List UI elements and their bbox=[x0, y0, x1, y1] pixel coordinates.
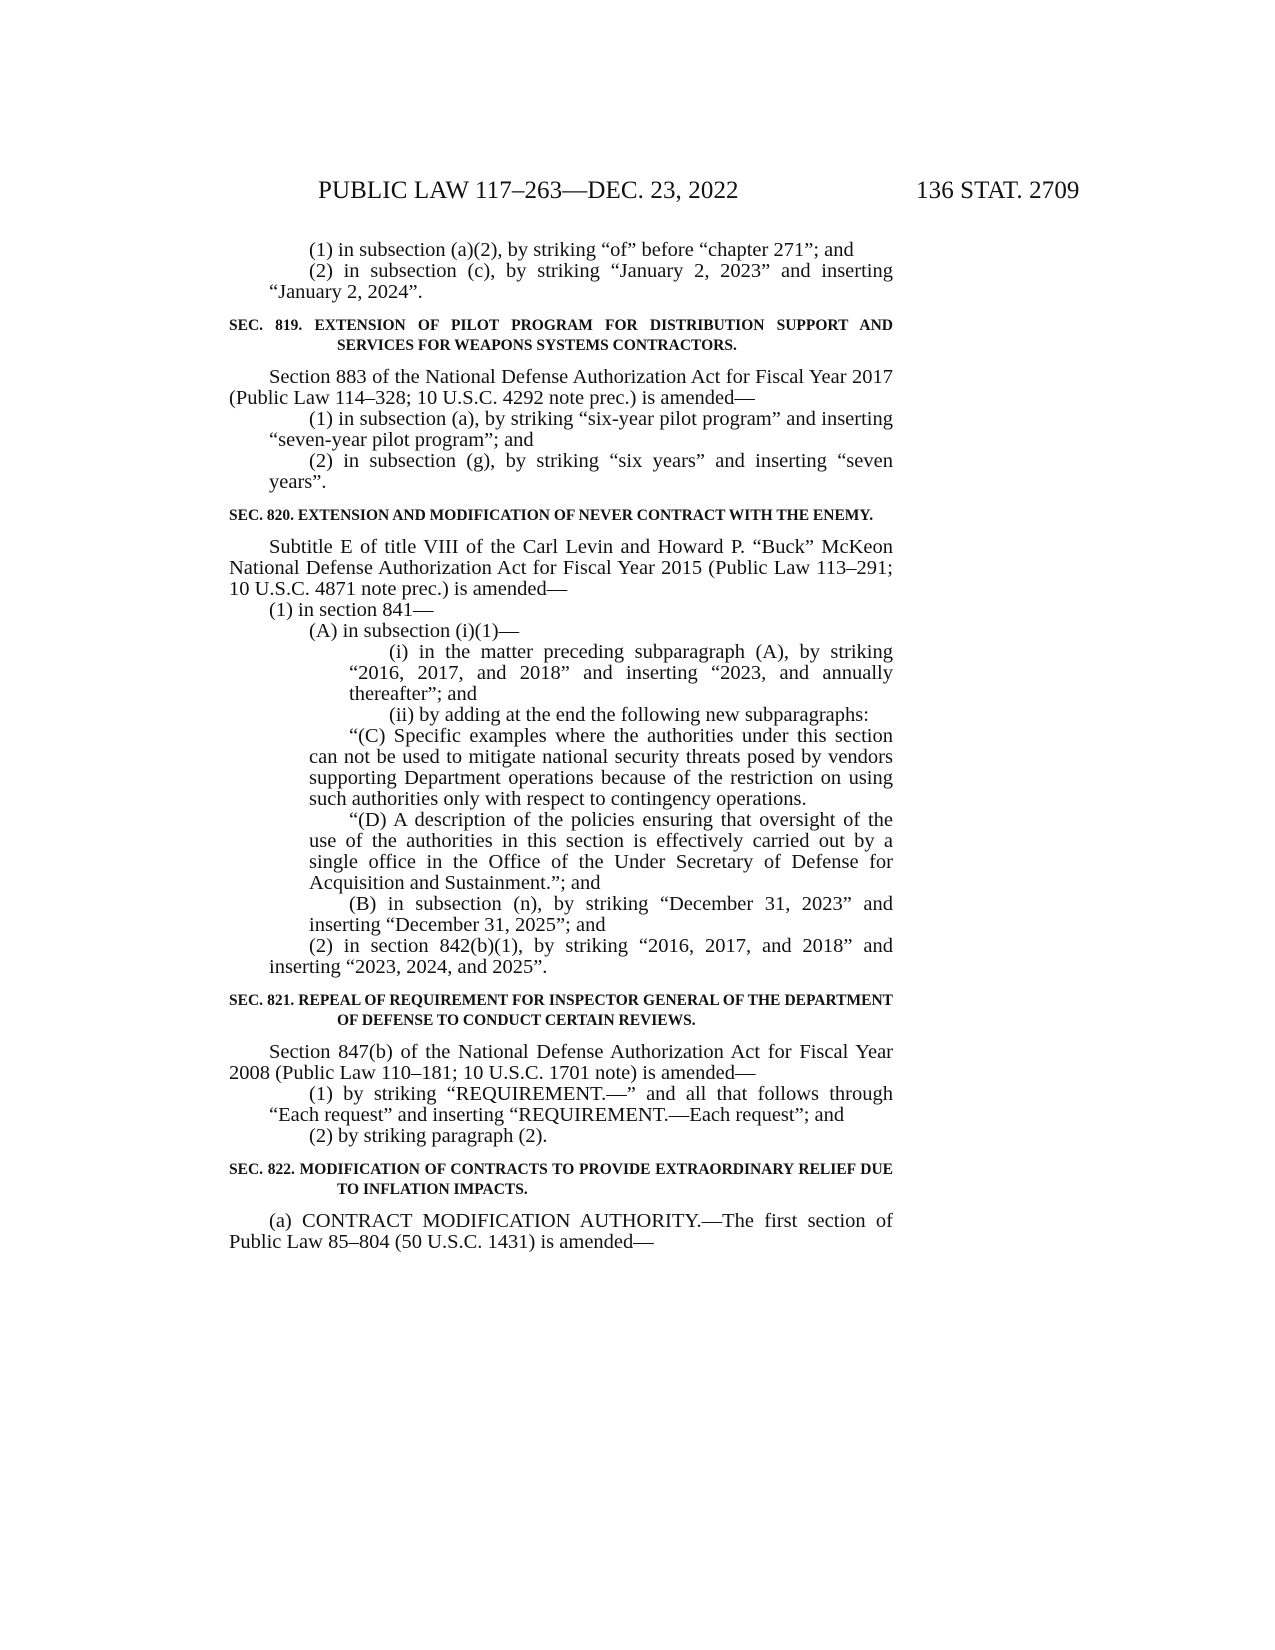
section-820-clause-ii: (ii) by adding at the end the following new subparagraphs: bbox=[389, 704, 869, 726]
section-820-intro: Subtitle E of title VIII of the Carl Levin and Howard P. “Buck” McKeon National Defense Authorization Act for Fiscal Year 2015 (Public Law 113–291; 10 U.S.C. 4871 note prec.) is amended— bbox=[229, 536, 893, 600]
section-819-paragraph-2: (2) in subsection (g), by striking “six years” and inserting “seven years”. bbox=[269, 450, 893, 493]
section-820-quoted-d: “(D) A description of the policies ensuring that oversight of the use of the authorities in this section is effectively carried out by a single office in the Office of the Under Secretary of Defense for Acquisition and Sustainment.”; and bbox=[309, 809, 893, 894]
running-header-law: PUBLIC LAW 117–263—DEC. 23, 2022 bbox=[318, 177, 739, 204]
section-820-heading: SEC. 820. EXTENSION AND MODIFICATION OF NEVER CONTRACT WITH THE ENEMY. bbox=[229, 507, 874, 524]
section-822-heading: SEC. 822. MODIFICATION OF CONTRACTS TO PROVIDE EXTRAORDINARY RELIEF DUE TO INFLATION IMPACTS. bbox=[229, 1161, 893, 1198]
section-821-heading: SEC. 821. REPEAL OF REQUIREMENT FOR INSPECTOR GENERAL OF THE DEPARTMENT OF DEFENSE TO CONDUCT CERTAIN REVIEWS. bbox=[229, 992, 893, 1029]
section-819-heading: SEC. 819. EXTENSION OF PILOT PROGRAM FOR DISTRIBUTION SUPPORT AND SERVICES FOR WEAPONS SYSTEMS CONTRACTORS. bbox=[229, 317, 893, 354]
section-820-quoted-c: “(C) Specific examples where the authorities under this section can not be used to mitigate national security threats posed by vendors supporting Department operations because of the restriction on using such authorities only with respect to contingency operations. bbox=[309, 725, 893, 810]
section-821-paragraph-2: (2) by striking paragraph (2). bbox=[309, 1125, 548, 1147]
section-819-paragraph-1: (1) in subsection (a), by striking “six-year pilot program” and inserting “seven-year pilot program”; and bbox=[269, 408, 893, 451]
section-821-paragraph-1: (1) by striking “REQUIREMENT.—” and all that follows through “Each request” and inserting “REQUIREMENT.—Each request”; and bbox=[269, 1083, 893, 1126]
section-821-intro: Section 847(b) of the National Defense Authorization Act for Fiscal Year 2008 (Public Law 110–181; 10 U.S.C. 1701 note) is amended— bbox=[229, 1041, 893, 1084]
section-819-intro: Section 883 of the National Defense Authorization Act for Fiscal Year 2017 (Public Law 114–328; 10 U.S.C. 4292 note prec.) is amended— bbox=[229, 366, 893, 409]
paragraph-1: (1) in subsection (a)(2), by striking “of” before “chapter 271”; and bbox=[309, 239, 854, 261]
section-820-paragraph-2: (2) in section 842(b)(1), by striking “2016, 2017, and 2018” and inserting “2023, 2024, and 2025”. bbox=[269, 935, 893, 978]
running-header-stat-page: 136 STAT. 2709 bbox=[916, 177, 1080, 204]
section-822-subsection-a: (a) CONTRACT MODIFICATION AUTHORITY.—The first section of Public Law 85–804 (50 U.S.C. 1431) is amended— bbox=[229, 1210, 893, 1253]
section-820-paragraph-1: (1) in section 841— bbox=[269, 599, 434, 621]
section-820-subparagraph-a: (A) in subsection (i)(1)— bbox=[309, 620, 520, 642]
document-body bbox=[229, 240, 893, 1253]
section-820-clause-i: (i) in the matter preceding subparagraph (A), by striking “2016, 2017, and 2018” and inserting “2023, and annually thereafter”; and bbox=[349, 641, 893, 705]
section-820-subparagraph-b: (B) in subsection (n), by striking “December 31, 2023” and inserting “December 31, 2025”; and bbox=[309, 893, 893, 936]
paragraph-2: (2) in subsection (c), by striking “January 2, 2023” and inserting “January 2, 2024”. bbox=[269, 260, 893, 303]
